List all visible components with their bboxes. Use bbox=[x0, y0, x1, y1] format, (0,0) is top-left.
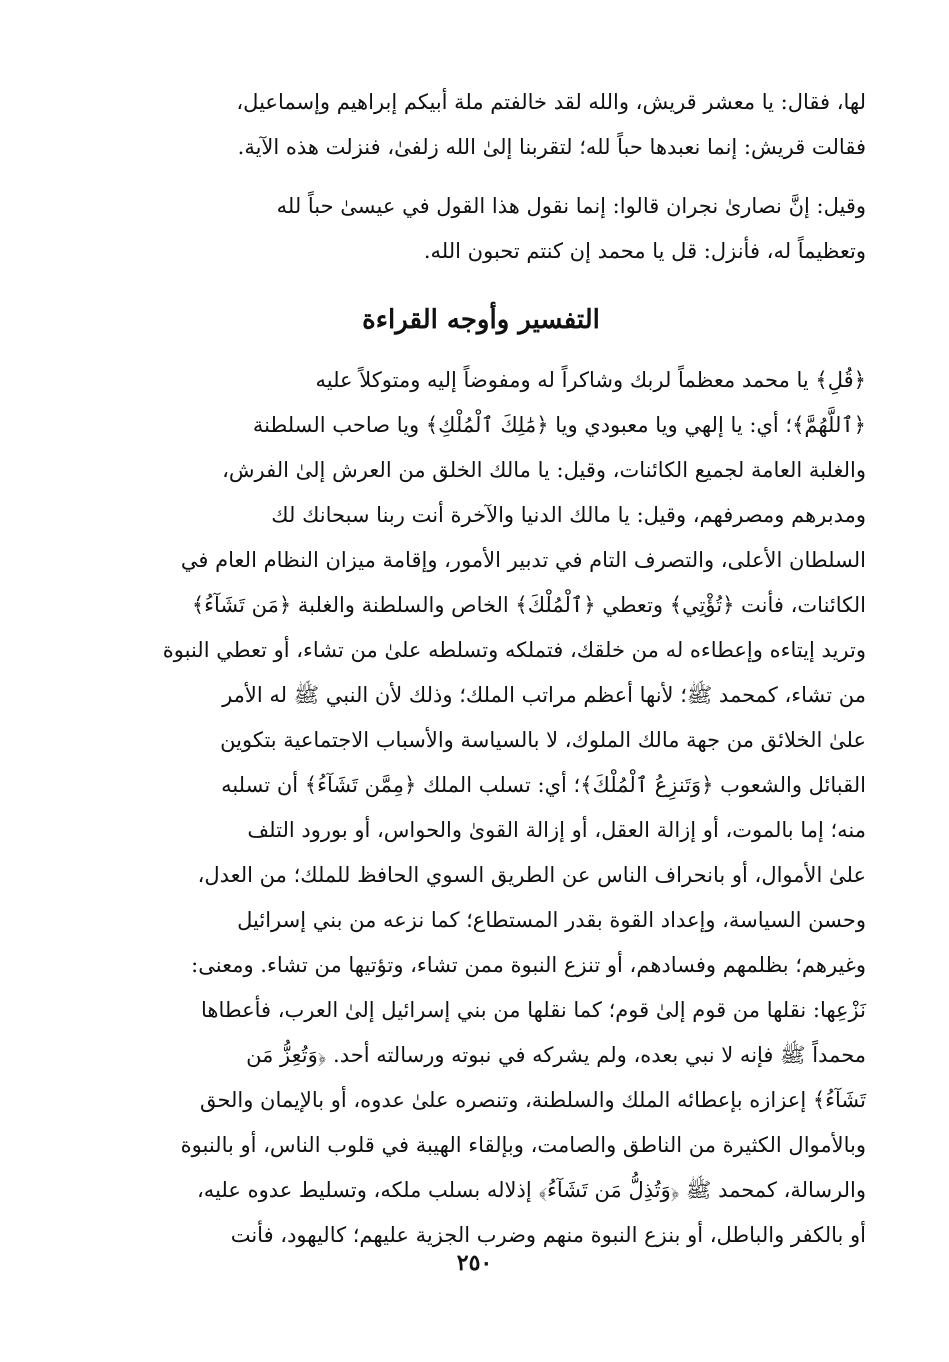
text-line: من تشاء، كمحمد ﷺ؛ لأنها أعظم مراتب الملك؛ وذلك لأن النبي ﷺ له الأمر bbox=[222, 683, 866, 707]
text-line: القبائل والشعوب ﴿وَتَنزِعُ ٱلْمُلْكَ﴾؛ أي: تسلب الملك ﴿مِمَّن تَشَآءُ﴾ أن تسلبه bbox=[221, 773, 866, 797]
text-line: نَزْعِها: نقلها من قوم إلىٰ قوم؛ كما نقلها من بني إسرائيل إلىٰ العرب، فأعطاها bbox=[200, 998, 866, 1022]
section-heading: التفسير وأوجه القراءة bbox=[362, 305, 600, 335]
text-line: الكائنات، فأنت ﴿تُؤْتِي﴾ وتعطي ﴿ٱلْمُلْكَ﴾ الخاص والسلطنة والغلبة ﴿مَن تَشَآءُ﴾ bbox=[191, 593, 866, 617]
text-line: وتريد إيتاءه وإعطاءه له من خلقك، فتملكه وتسلطه علىٰ من تشاء، أو تعطي النبوة bbox=[162, 638, 866, 662]
text-line: أو بالكفر والباطل، أو بنزع النبوة منهم وضرب الجزية عليهم؛ كاليهود، فأنت bbox=[230, 1223, 866, 1247]
text-line: وتعظيماً له، فأنزل: قل يا محمد إن كنتم تحبون الله. bbox=[423, 239, 866, 263]
page-number: ٢٥٠ bbox=[456, 1250, 493, 1276]
text-line: والغلبة العامة لجميع الكائنات، وقيل: يا مالك الخلق من العرش إلىٰ الفرش، bbox=[222, 458, 866, 482]
page-content bbox=[96, 80, 866, 1258]
intro-paragraph-2 bbox=[96, 184, 866, 274]
text-line: السلطان الأعلى، والتصرف التام في تدبير الأمور، وإقامة ميزان النظام العام في bbox=[180, 548, 866, 572]
text-line: محمداً ﷺ فإنه لا نبي بعده، ولم يشركه في نبوته ورسالته أحد. ﴿وَتُعِزُّ مَن bbox=[246, 1043, 866, 1067]
intro-paragraph-1 bbox=[96, 80, 866, 170]
text-line: علىٰ الخلائق من جهة مالك الملوك، لا بالسياسة والأسباب الاجتماعية بتكوين bbox=[220, 728, 866, 752]
text-line: تَشَآءُ﴾ إعزازه بإعطائه الملك والسلطنة، وتنصره علىٰ عدوه، أو بالإيمان والحق bbox=[199, 1088, 866, 1112]
text-line: ﴿ٱللَّهُمَّ﴾؛ أي: يا إلهي ويا معبودي ويا ﴿مَٰلِكَ ٱلْمُلْكِ﴾ ويا صاحب السلطنة bbox=[252, 413, 866, 437]
text-line: وحسن السياسة، وإعداد القوة بقدر المستطاع؛ كما نزعه من بني إسرائيل bbox=[237, 908, 866, 932]
text-line: والرسالة، كمحمد ﷺ ﴿وَتُذِلُّ مَن تَشَآءُ﴾ إذلاله بسلب ملكه، وتسليط عدوه عليه، bbox=[197, 1178, 866, 1202]
text-line: لها، فقال: يا معشر قريش، والله لقد خالفتم ملة أبيكم إبراهيم وإسماعيل، bbox=[236, 90, 866, 114]
text-line: وقيل: إنَّ نصارىٰ نجران قالوا: إنما نقول هذا القول في عيسىٰ حباً لله bbox=[276, 194, 866, 218]
text-line: وبالأموال الكثيرة من الناطق والصامت، وبإلقاء الهيبة في قلوب الناس، أو بالنبوة bbox=[180, 1133, 866, 1157]
body-paragraph bbox=[96, 358, 866, 1258]
text-line: فقالت قريش: إنما نعبدها حباً لله؛ لتقربنا إلىٰ الله زلفىٰ، فنزلت هذه الآية. bbox=[237, 135, 866, 159]
text-line: علىٰ الأموال، أو بانحراف الناس عن الطريق السوي الحافظ للملك؛ من العدل، bbox=[197, 863, 866, 887]
text-line: وغيرهم؛ بظلمهم وفسادهم، أو تنزع النبوة ممن تشاء، وتؤتيها من تشاء. ومعنى: bbox=[191, 953, 866, 977]
text-line: ومدبرهم ومصرفهم، وقيل: يا مالك الدنيا والآخرة أنت ربنا سبحانك لك bbox=[271, 503, 866, 527]
text-line: منه؛ إما بالموت، أو إزالة العقل، أو إزالة القوىٰ والحواس، أو بورود التلف bbox=[247, 818, 866, 842]
text-line: ﴿قُلِ﴾ يا محمد معظماً لربك وشاكراً له ومفوضاً إليه ومتوكلاً عليه bbox=[315, 368, 866, 392]
